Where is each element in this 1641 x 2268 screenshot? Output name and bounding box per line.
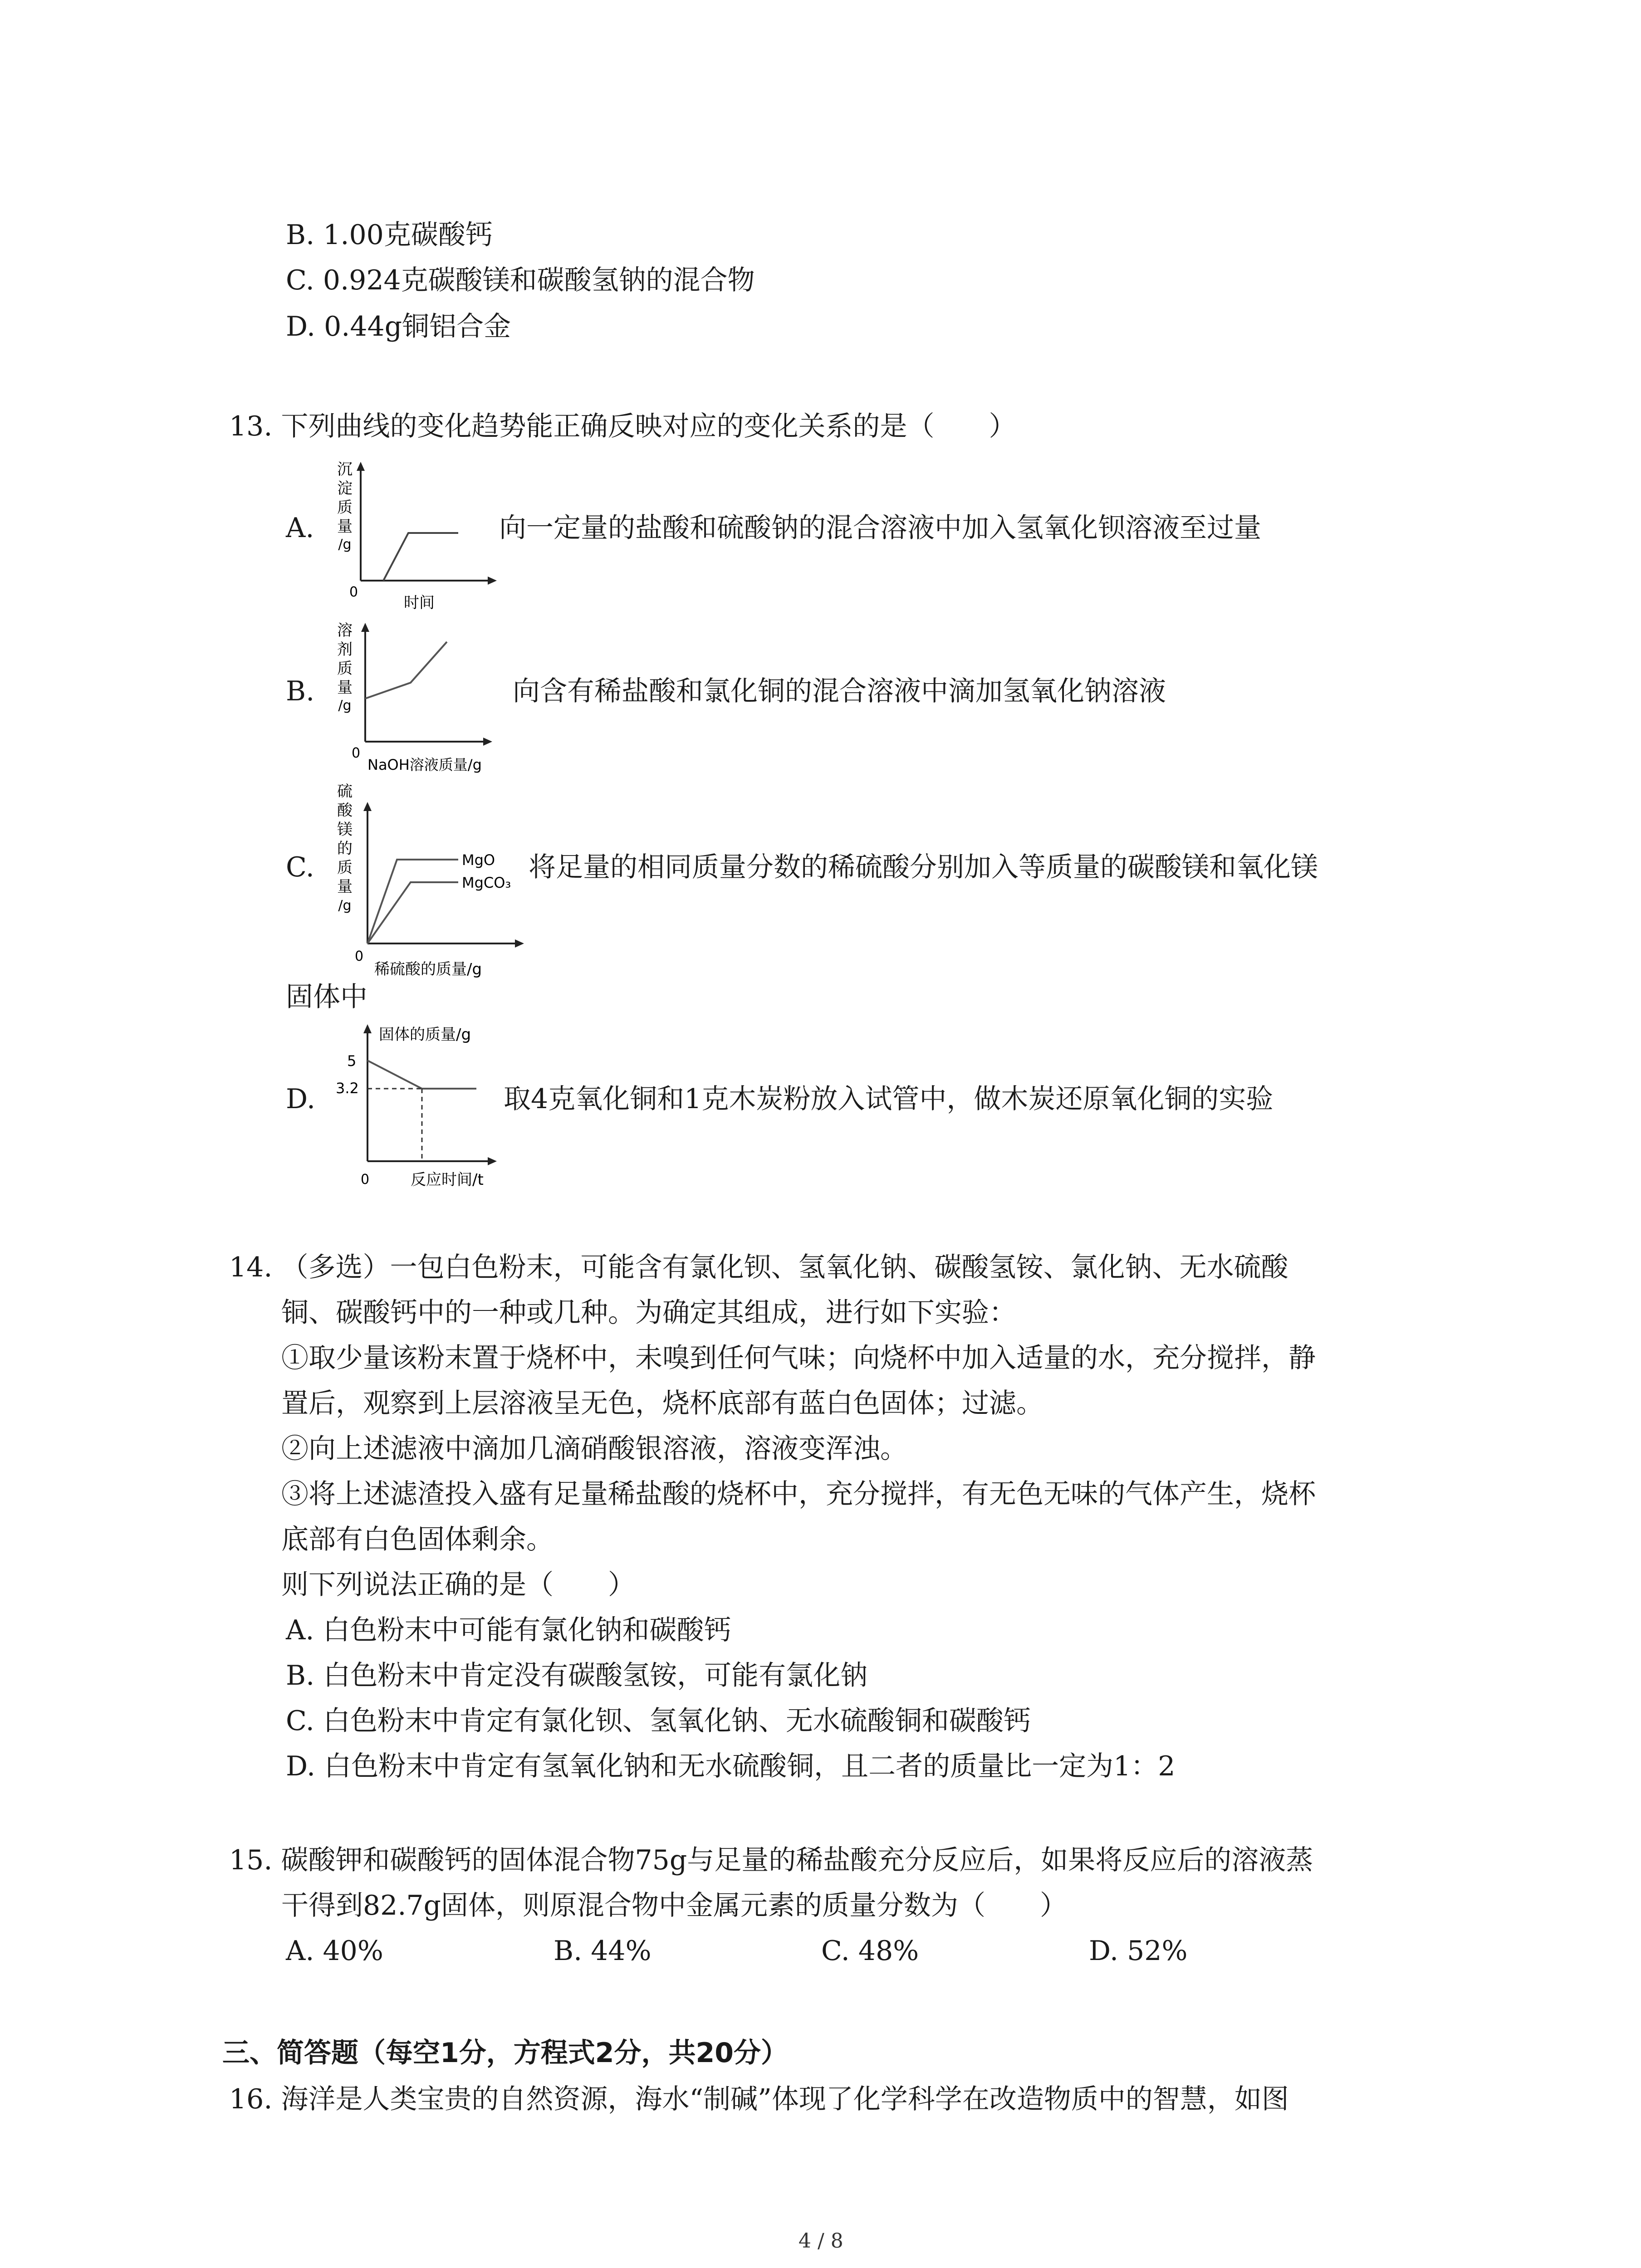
graph-c-ylabel-3: 镁	[337, 821, 353, 839]
q15-stem-line2: 干得到82.7g固体，则原混合物中金属元素的质量分数为（ ）	[281, 1890, 1068, 1921]
q14-stem-line1: 14. （多选）一包白色粉末，可能含有氯化钡、氢氧化钠、碳酸氢铵、氯化钠、无水硫酸	[229, 1251, 1288, 1283]
graph-c-ylabel-6: 量	[337, 878, 353, 896]
graph-c-curve-mgco3	[367, 882, 458, 943]
graph-b-ylabel-2: 剂	[337, 640, 353, 659]
graph-d-tick-5: 5	[347, 1052, 357, 1070]
graph-b-y-arrow	[361, 623, 369, 632]
q13-graph-d	[327, 1021, 517, 1193]
graph-b-origin: 0	[352, 745, 361, 761]
graph-a-ylabel-4: 量	[337, 518, 353, 536]
graph-c-ylabel-5: 质	[337, 859, 353, 877]
graph-c-xlabel: 稀硫酸的质量/g	[374, 960, 482, 978]
q13-option-b-text: 向含有稀盐酸和氯化铜的混合溶液中滴加氢氧化钠溶液	[513, 675, 1166, 707]
graph-c-curve-mgo	[367, 860, 458, 943]
graph-d-origin: 0	[361, 1172, 370, 1188]
graph-b-x-arrow	[483, 738, 492, 746]
q13-option-a-text: 向一定量的盐酸和硫酸钠的混合溶液中加入氢氧化钡溶液至过量	[499, 512, 1261, 544]
q16-stem: 16. 海洋是人类宝贵的自然资源，海水“制碱”体现了化学科学在改造物质中的智慧，如图	[229, 2083, 1289, 2115]
graph-b-ylabel-3: 质	[337, 660, 353, 678]
graph-c-y-arrow	[363, 802, 372, 811]
q13-option-c-text: 将足量的相同质量分数的稀硫酸分别加入等质量的碳酸镁和氧化镁	[529, 851, 1318, 883]
graph-d-ylabel: 固体的质量/g	[379, 1026, 471, 1044]
graph-c-series2-label: MgCO₃	[462, 874, 511, 891]
q14-ask: 则下列说法正确的是（ ）	[281, 1569, 635, 1601]
graph-a-ylabel-2: 淀	[337, 479, 353, 498]
graph-a-ylabel-3: 质	[337, 499, 353, 517]
q13-option-b-label: B.	[286, 675, 315, 707]
q14-option-c: C. 白色粉末中肯定有氯化钡、氢氧化钠、无水硫酸铜和碳酸钙	[286, 1705, 1031, 1737]
graph-c-ylabel-4: 的	[337, 840, 353, 858]
graph-c-ylabel-2: 酸	[337, 802, 353, 820]
q15-stem-line1: 15. 碳酸钾和碳酸钙的固体混合物75g与足量的稀盐酸充分反应后，如果将反应后的溶液蒸	[229, 1844, 1313, 1876]
graph-a-y-arrow	[357, 462, 365, 471]
q15-option-b: B. 44%	[554, 1935, 652, 1967]
q14-step2: ②向上述滤液中滴加几滴硝酸银溶液，溶液变浑浊。	[281, 1433, 907, 1465]
graph-b-ylabel-1: 溶	[337, 621, 353, 640]
graph-d-y-arrow	[363, 1024, 372, 1033]
q12-option-d: D. 0.44g铜铝合金	[286, 311, 511, 342]
graph-c-ylabel-1: 硫	[337, 782, 353, 801]
q14-step1-line1: ①取少量该粉末置于烧杯中，未嗅到任何气味；向烧杯中加入适量的水，充分搅拌，静	[281, 1342, 1316, 1374]
section-3-heading: 三、简答题（每空1分，方程式2分，共20分）	[222, 2037, 788, 2069]
q14-option-d: D. 白色粉末中肯定有氢氧化钠和无水硫酸铜，且二者的质量比一定为1：2	[286, 1750, 1176, 1782]
graph-a-ylabel-5: /g	[338, 537, 352, 552]
q13-option-a-label: A.	[286, 512, 314, 544]
q14-step1-line2: 置后，观察到上层溶液呈无色，烧杯底部有蓝白色固体；过滤。	[281, 1388, 1043, 1419]
graph-c-x-arrow	[515, 939, 524, 948]
page-number: 4 / 8	[798, 2229, 843, 2253]
q13-graph-b	[327, 619, 540, 778]
graph-a-ylabel-1: 沉	[337, 460, 353, 479]
q13-option-c-text-cont: 固体中	[286, 981, 367, 1013]
graph-d-x-arrow	[488, 1157, 497, 1165]
q15-option-a: A. 40%	[286, 1935, 383, 1967]
q12-option-b: B. 1.00克碳酸钙	[286, 219, 493, 251]
q14-option-a: A. 白色粉末中可能有氯化钠和碳酸钙	[286, 1614, 731, 1646]
graph-b-ylabel-5: /g	[338, 698, 352, 714]
q15-option-d: D. 52%	[1089, 1935, 1188, 1967]
graph-a-curve	[383, 533, 458, 581]
graph-c-series1-label: MgO	[462, 851, 495, 869]
q13-option-d-text: 取4克氧化铜和1克木炭粉放入试管中，做木炭还原氧化铜的实验	[504, 1083, 1274, 1115]
q14-step3-line2: 底部有白色固体剩余。	[281, 1524, 554, 1555]
q13-stem: 13. 下列曲线的变化趋势能正确反映对应的变化关系的是（ ）	[229, 411, 1016, 442]
q14-option-b: B. 白色粉末中肯定没有碳酸氢铵，可能有氯化钠	[286, 1660, 868, 1691]
q13-option-c-label: C.	[286, 851, 314, 883]
q12-option-c: C. 0.924克碳酸镁和碳酸氢钠的混合物	[286, 264, 755, 296]
graph-d-xlabel: 反应时间/t	[411, 1171, 484, 1189]
q13-graph-c	[327, 780, 540, 980]
graph-d-curve	[367, 1061, 476, 1089]
graph-a-xlabel: 时间	[404, 594, 435, 612]
graph-c-ylabel-7: /g	[338, 898, 352, 914]
graph-a-origin: 0	[349, 584, 358, 600]
graph-b-curve	[365, 642, 447, 699]
graph-b-xlabel: NaOH溶液质量/g	[367, 756, 482, 773]
q13-graph-a	[327, 458, 508, 612]
q13-option-d-label: D.	[286, 1083, 316, 1115]
q15-option-c: C. 48%	[821, 1935, 919, 1967]
graph-d-tick-3-2: 3.2	[336, 1080, 359, 1097]
q14-stem-line2: 铜、碳酸钙中的一种或几种。为确定其组成，进行如下实验：	[281, 1297, 1016, 1329]
graph-c-origin: 0	[355, 948, 364, 964]
graph-b-ylabel-4: 量	[337, 679, 353, 697]
graph-a-x-arrow	[488, 577, 497, 585]
q14-step3-line1: ③将上述滤渣投入盛有足量稀盐酸的烧杯中，充分搅拌，有无色无味的气体产生，烧杯	[281, 1478, 1316, 1510]
